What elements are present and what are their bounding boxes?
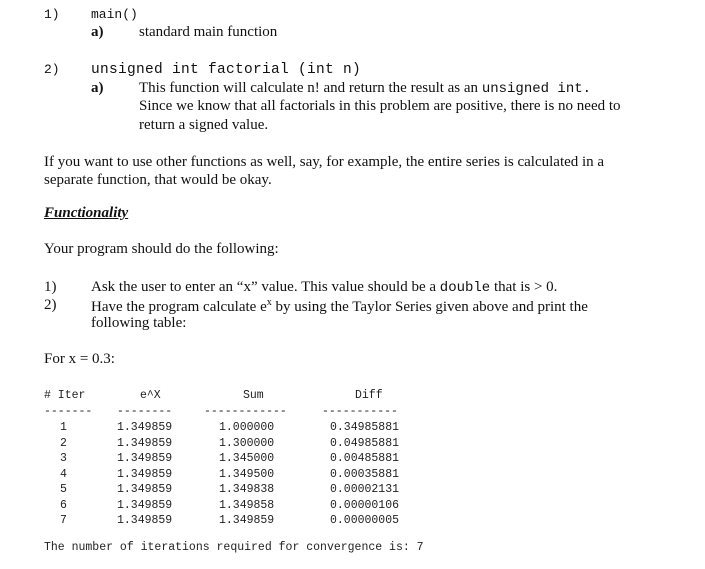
diff-cell: 0.00002131: [330, 483, 400, 496]
diff-cell: 0.00035881: [330, 467, 400, 481]
sum-cell: 1.300000: [219, 436, 275, 450]
for-x-label: For x = 0.3:: [44, 351, 115, 367]
sub-description-line2: Since we know that all factorials in this problem are positive, there is no need to: [139, 98, 621, 114]
list-number: 1): [44, 7, 60, 22]
iter-cell: 4: [60, 467, 67, 481]
sum-cell: 1.349858: [219, 498, 275, 512]
sum-cell: 1.349859: [219, 514, 275, 527]
table-header: Sum: [243, 389, 264, 402]
diff-cell: 0.00000005: [330, 514, 400, 527]
ex-cell: 1.349859: [117, 452, 173, 465]
sub-letter: a): [91, 24, 104, 40]
sub-description-line3: return a signed value.: [139, 117, 269, 133]
ex-cell: 1.349859: [117, 483, 173, 496]
step-1-text: [91, 279, 557, 296]
diff-cell: 0.00485881: [330, 452, 400, 465]
step-2-line2: following table:: [91, 315, 187, 331]
table-divider: -------: [44, 405, 93, 418]
sub-description: standard main function: [139, 24, 278, 40]
step-number: 1): [44, 279, 57, 295]
step-text: by using the Taylor Series given above and print the: [271, 299, 588, 315]
table-divider: ------------: [204, 405, 287, 418]
paragraph-line2: separate function, that would be okay.: [44, 172, 272, 188]
intro-text: Your program should do the following:: [44, 241, 279, 257]
iter-cell: 2: [60, 436, 67, 450]
sum-cell: 1.000000: [219, 421, 275, 434]
superscript: x: [266, 297, 272, 308]
step-text: Have the program calculate e: [91, 299, 267, 315]
iter-cell: 3: [60, 452, 67, 465]
function-signature-factorial: unsigned int factorial (int n): [91, 62, 362, 78]
paragraph-line1: If you want to use other functions as well, say, for example, the entire series is calculated in a: [44, 154, 605, 170]
table-divider: -----------: [322, 405, 398, 418]
step-2-line1: [91, 297, 588, 316]
step-text: that is > 0.: [490, 279, 558, 295]
sub-description-line1: [139, 80, 591, 97]
sub-letter: a): [91, 80, 104, 96]
diff-cell: 0.34985881: [330, 421, 400, 434]
table-header: Diff: [355, 389, 383, 402]
list-number: 2): [44, 62, 60, 77]
iter-cell: 1: [60, 421, 67, 434]
iter-cell: 7: [60, 514, 67, 527]
sum-cell: 1.345000: [219, 452, 275, 465]
table-footer: The number of iterations required for convergence is: 7: [44, 541, 424, 554]
sub-text: This function will calculate n! and return the result as an: [139, 80, 482, 96]
step-number: 2): [44, 297, 57, 313]
diff-cell: 0.00000106: [330, 498, 400, 512]
table-header: # Iter: [44, 389, 86, 402]
table-header: e^X: [140, 389, 161, 402]
table-divider: --------: [117, 405, 173, 418]
inline-code: double: [439, 280, 491, 296]
ex-cell: 1.349859: [117, 436, 173, 450]
inline-code: unsigned int.: [481, 81, 592, 97]
step-text: Ask the user to enter an “x” value. This value should be a: [91, 279, 440, 295]
function-signature-main: main(): [91, 7, 138, 22]
ex-cell: 1.349859: [117, 514, 173, 527]
ex-cell: 1.349859: [117, 421, 173, 434]
ex-cell: 1.349859: [117, 498, 173, 512]
iter-cell: 6: [60, 498, 67, 512]
sum-cell: 1.349838: [219, 483, 275, 496]
section-heading: Functionality: [44, 205, 129, 221]
sum-cell: 1.349500: [219, 467, 275, 481]
diff-cell: 0.04985881: [330, 436, 400, 450]
ex-cell: 1.349859: [117, 467, 173, 481]
iter-cell: 5: [60, 483, 67, 496]
